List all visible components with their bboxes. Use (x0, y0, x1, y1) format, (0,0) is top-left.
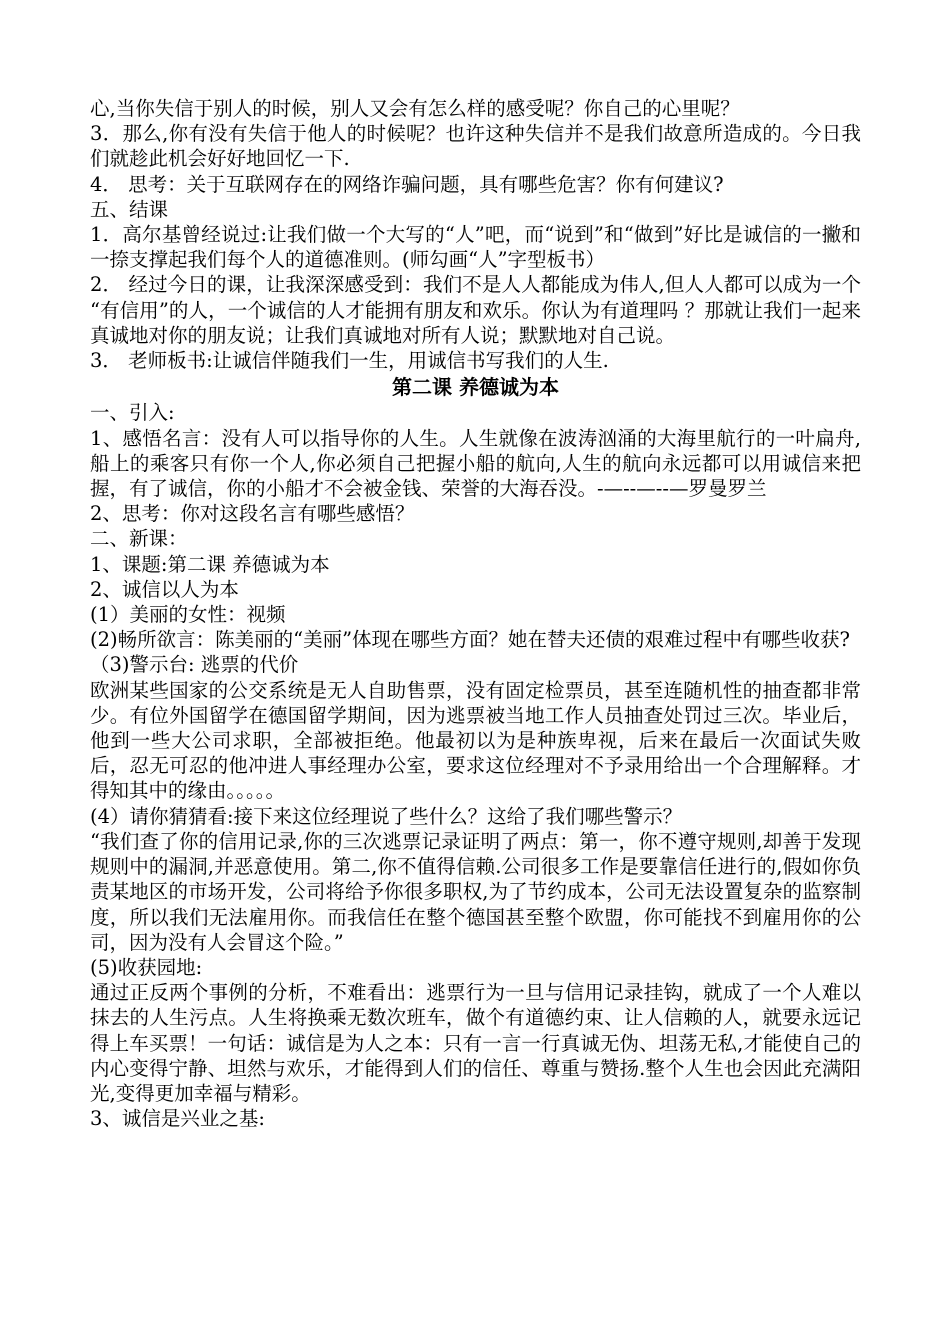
paragraph: 1．高尔基曾经说过:让我们做一个大写的“人”吧，而“说到”和“做到”好比是诚信的一撇和一捺支撑起我们每个人的道德准则。(师勾画“人”字型板书） (90, 223, 861, 272)
paragraph: 2、诚信以人为本 (90, 577, 239, 601)
lesson-title: 第二课 养德诚为本 (392, 375, 559, 400)
paragraph: 3．那么,你有没有失信于他人的时候呢？也许这种失信并不是我们故意所造成的。今日我们就趁此机会好好地回忆一下. (90, 122, 861, 171)
paragraph: 3． 老师板书:让诚信伴随我们一生，用诚信书写我们的人生. (90, 349, 609, 373)
paragraph: 心,当你失信于别人的时候，别人又会有怎么样的感受呢？你自己的心里呢？ (90, 97, 740, 120)
section-heading: 五、结课 (90, 197, 169, 221)
paragraph: 1、感悟名言：没有人可以指导你的人生。人生就像在波涛汹涌的大海里航行的一叶扁舟,船上的乘客只有你一个人,你必须自己把握小船的航向,人生的航向永远都可以用诚信来把握，有了诚信，你的小船才不会被金钱、荣誉的大海吞没。-—--—--—罗曼罗兰 (90, 426, 861, 501)
paragraph: （3)警示台: 逃票的代价 (90, 653, 299, 677)
paragraph: (4）请你猜猜看:接下来这位经理说了些什么？这给了我们哪些警示？ (90, 804, 683, 828)
paragraph: 3、诚信是兴业之基: (90, 1107, 265, 1131)
paragraph: (1）美丽的女性：视频 (90, 603, 286, 627)
paragraph: 4． 思考：关于互联网存在的网络诈骗问题，具有哪些危害？你有何建议? (90, 172, 724, 196)
paragraph: 1、课题:第二课 养德诚为本 (90, 552, 330, 576)
paragraph: 2． 经过今日的课，让我深深感受到：我们不是人人都能成为伟人,但人人都可以成为一个 “有信用”的人，一个诚信的人才能拥有朋友和欢乐。你认为有道理吗 ？那就让我们一起来真诚地对你的朋友说；让我们真诚地对所有人说；默默地对自己说。 (90, 273, 861, 347)
paragraph: “我们查了你的信用记录,你的三次逃票记录证明了两点：第一，你不遵守规则,却善于发现规则中的漏洞,并恶意使用。第二,你不值得信赖.公司很多工作是要靠信任进行的,假如你负责某地区的市场开发，公司将给予你很多职权,为了节约成本，公司无法设置复杂的监察制度，所以我们无法雇用你。而我信任在整个德国甚至整个欧盟，你可能找不到雇用你的公司，因为没有人会冒这个险。” (90, 829, 861, 954)
paragraph: 通过正反两个事例的分析，不难看出：逃票行为一旦与信用记录挂钩，就成了一个人难以抹去的人生污点。人生将换乘无数次班车，做个有道德约束、让人信赖的人，就要永远记得上车买票！一句话：诚信是为人之本：只有一言一行真诚无伪、坦荡无私,才能使自己的内心变得宁静、坦然与欢乐，才能得到人们的信任、尊重与赞扬.整个人生也会因此充满阳光,变得更加幸福与精彩。 (90, 981, 861, 1105)
paragraph: (5)收获园地: (90, 955, 203, 979)
document-page (90, 96, 861, 1131)
paragraph: 2、思考：你对这段名言有哪些感悟？ (90, 502, 415, 526)
paragraph: (2)畅所欲言：陈美丽的“美丽”体现在哪些方面？她在替夫还债的艰难过程中有哪些收获? (90, 628, 851, 652)
section-heading: 二、新课： (90, 527, 188, 551)
paragraph: 欧洲某些国家的公交系统是无人自助售票，没有固定检票员，甚至连随机性的抽查都非常少。有位外国留学在德国留学期间，因为逃票被当地工作人员抽查处罚过三次。毕业后，他到一些大公司求职，全部被拒绝。他最初以为是种族卑视，后来在最后一次面试失败后，忍无可忍的他冲进人事经理办公室，要求这位经理对不予录用给出一个合理解释。才得知其中的缘由。。。。。 (90, 678, 861, 803)
section-heading: 一、引入: (90, 401, 175, 425)
